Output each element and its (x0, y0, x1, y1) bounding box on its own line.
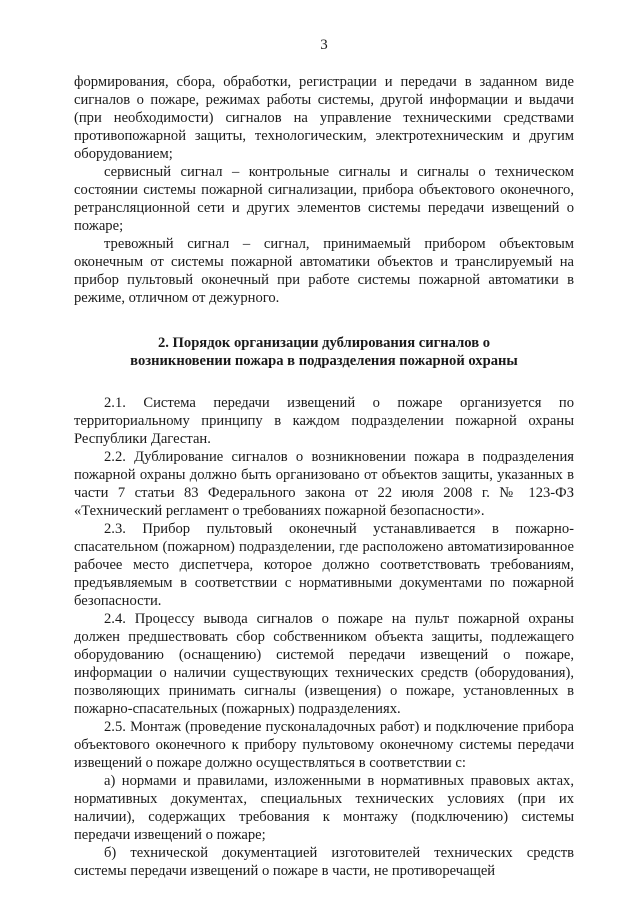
paragraph-2-3: 2.3. Прибор пультовый оконечный устанавливается в пожарно-спасательном (пожарном) подразделении, где расположено автоматизированное рабочее место диспетчера, которое должно соответствовать требованиям, предъявляемым в соответствии с нормативными документами по пожарной безопасности. (74, 521, 574, 609)
paragraph-alarm-signal: тревожный сигнал – сигнал, принимаемый прибором объектовым оконечным от системы пожарной автоматики объектов и транслируемый на прибор пультовый оконечный при работе системы пожарной автоматики в режиме, отличном от дежурного. (74, 236, 574, 306)
paragraph-2-4: 2.4. Процессу вывода сигналов о пожаре на пульт пожарной охраны должен предшествовать сбор собственником объекта защиты, подлежащего оборудованию (оснащению) системой передачи извещений о пожаре, информации о наличии существующих технических средств (оборудования), позволяющих принимать сигналы (извещения) о пожаре, установленных в пожарно-спасательных (пожарных) подразделениях. (74, 611, 574, 717)
paragraph-2-5: 2.5. Монтаж (проведение пусконаладочных работ) и подключение прибора объектового оконечного к прибору пультовому оконечному системы передачи извещений о пожаре должно осуществляться в соответствии с: (74, 719, 574, 771)
paragraph-2-5-b: б) технической документацией изготовителей технических средств системы передачи извещений о пожаре в части, не противоречащей (74, 845, 574, 879)
paragraph-definition-continuation: формирования, сбора, обработки, регистрации и передачи в заданном виде сигналов о пожаре, режимах работы системы, другой информации и выдачи (при необходимости) сигналов на управление техническими средствами противопожарной защиты, технологическим, электротехническим и другим оборудованием; (74, 74, 574, 162)
paragraph-2-1: 2.1. Система передачи извещений о пожаре организуется по территориальному принципу в каждом подразделении пожарной охраны Республики Дагестан. (74, 395, 574, 447)
section-heading (74, 334, 574, 370)
section-heading-line-2: возникновении пожара в подразделения пожарной охраны (130, 353, 518, 369)
paragraph-2-5-a: а) нормами и правилами, изложенными в нормативных правовых актах, нормативных документах, специальных технических условиях (при их наличии), содержащих требования к монтажу (подключению) системы передачи извещений о пожаре; (74, 773, 574, 843)
paragraph-service-signal: сервисный сигнал – контрольные сигналы и сигналы о техническом состоянии системы пожарной сигнализации, прибора объектового оконечного, ретрансляционной сети и других элементов системы передачи извещений о пожаре; (74, 164, 574, 234)
section-heading-line-1: 2. Порядок организации дублирования сигналов о (157, 335, 491, 351)
paragraph-2-2: 2.2. Дублирование сигналов о возникновении пожара в подразделения пожарной охраны должно быть организовано от объектов защиты, указанных в части 7 статьи 83 Федерального закона от 22 июля 2008 г. № 123-ФЗ «Технический регламент о требованиях пожарной безопасности». (74, 449, 574, 519)
page-number: 3 (320, 37, 328, 53)
